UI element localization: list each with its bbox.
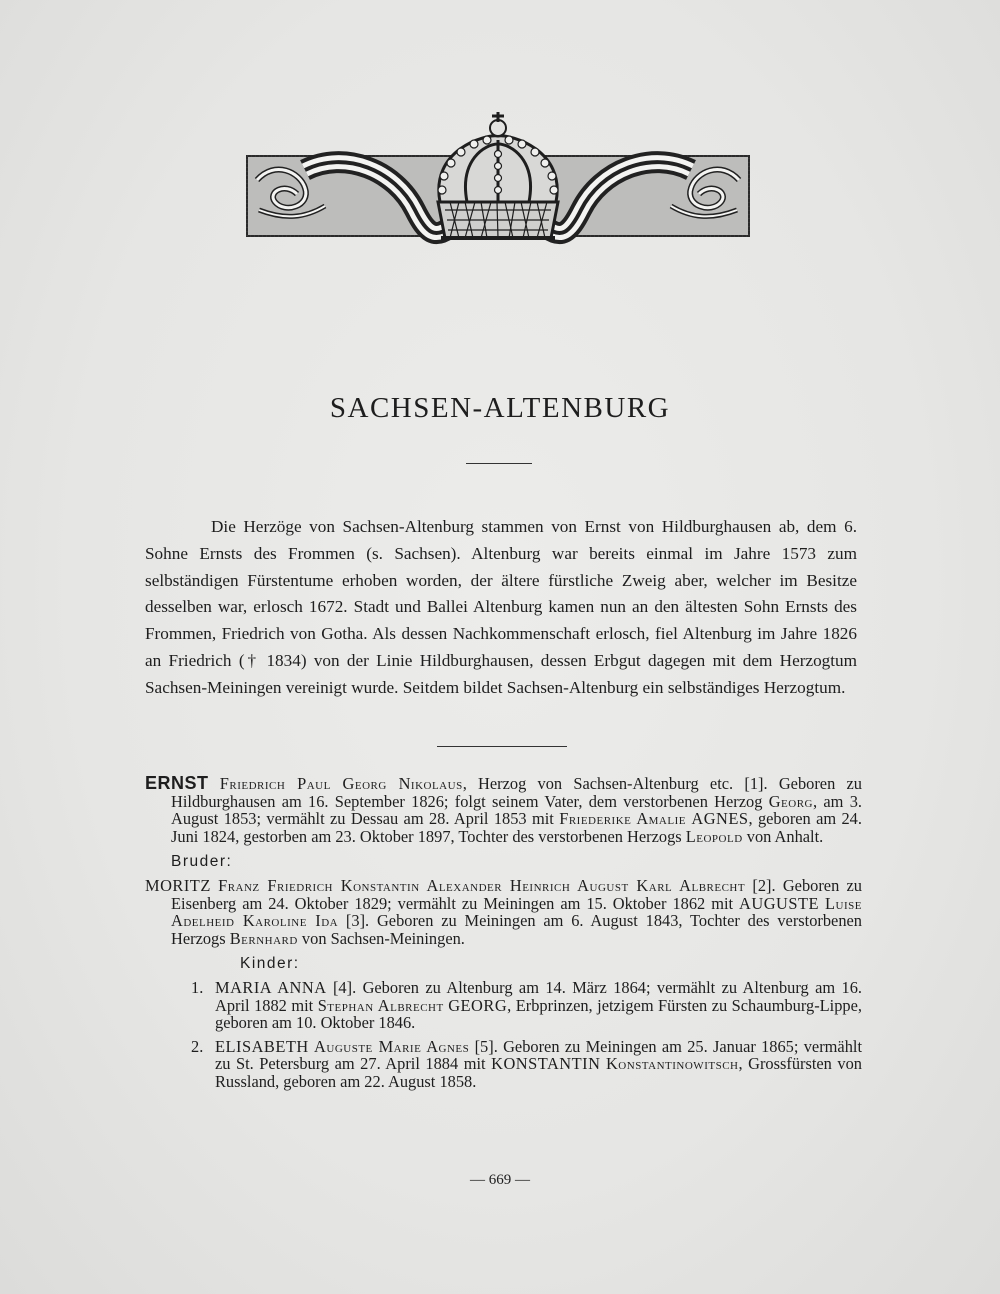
ernst-text-1: , Herzog von Sachsen-Altenburg etc. [1]. Geboren zu Hildburghausen am 16. September 1826; folgt seinem Vater, dem verstorbenen Herzog xyxy=(171,774,862,811)
child-entry-1 xyxy=(145,979,862,1032)
genealogy-entries xyxy=(145,775,862,1095)
child-name: MARIA ANNA xyxy=(215,977,327,997)
moritz-text-3: von Sachsen-Meiningen. xyxy=(297,928,465,948)
child-given-names: Auguste Marie Agnes xyxy=(314,1036,470,1056)
page-title: SACHSEN-ALTENBURG xyxy=(329,392,671,424)
ernst-name: ERNST xyxy=(145,773,209,793)
ernst-wife-given-names: Friederike Amalie xyxy=(559,809,686,829)
ernst-given-names: Friedrich Paul Georg Nikolaus xyxy=(219,774,463,793)
child-text-2: , Grossfürsten von Russland, geboren am 22. August 1858. xyxy=(215,1054,862,1091)
ernst-text-3: , geboren am 24. Juni 1824, gestorben am 23. Oktober 1897, Tochter des verstorbenen Herzogs xyxy=(171,809,862,846)
ernst-text-4: von Anhalt. xyxy=(742,826,824,846)
moritz-given-names: Franz Friedrich Konstantin Alexander Heinrich August Karl Albrecht xyxy=(218,875,746,895)
kinder-label: Kinder: xyxy=(240,955,300,973)
ernst-father-name: Georg xyxy=(768,791,813,811)
entry-ernst xyxy=(145,775,862,845)
moritz-text-1: [2]. Geboren zu Eisenberg am 24. Oktober 1829; vermählt zu Meiningen am 15. Oktober 1862 mit xyxy=(171,875,862,913)
crown-ribbon-vignette-icon xyxy=(245,110,751,250)
child-text-2: , Erbprinzen, jetzigem Fürsten zu Schaumburg-Lippe, geboren am 10. Oktober 1846. xyxy=(215,995,862,1033)
child-text-1: [5]. Geboren zu Meiningen am 25. Januar 1865; vermählt zu St. Petersburg am 27. April 1884 mit xyxy=(215,1036,862,1074)
moritz-wife-father-name: Bernhard xyxy=(229,928,298,948)
child-husband-given-names: Konstantinowitsch xyxy=(605,1054,739,1074)
child-number: 1. xyxy=(191,977,204,997)
bruder-label: Bruder: xyxy=(171,853,233,871)
child-name: ELISABETH xyxy=(215,1036,309,1056)
entry-moritz xyxy=(145,877,862,947)
moritz-wife-given-names: Luise Adelheid Karoline Ida xyxy=(171,893,862,931)
title-divider xyxy=(466,463,532,464)
child-husband-name: GEORG xyxy=(448,995,508,1015)
moritz-name: MORITZ xyxy=(145,875,211,895)
child-number: 2. xyxy=(191,1036,204,1056)
ernst-wife-name: AGNES xyxy=(691,809,749,829)
moritz-wife-name: AUGUSTE xyxy=(739,893,820,913)
moritz-text-2: [3]. Geboren zu Meiningen am 6. August 1843, Tochter des verstorbenen Herzogs xyxy=(171,911,863,948)
child-entry-2 xyxy=(145,1038,862,1091)
ernst-text-2: , am 3. August 1853; vermählt zu Dessau am 28. April 1853 mit xyxy=(171,791,862,829)
child-husband-given-names: Stephan Albrecht xyxy=(317,995,444,1015)
child-husband-name: KONSTANTIN xyxy=(491,1054,601,1074)
section-divider xyxy=(437,746,567,747)
page-number: — 669 — xyxy=(470,1172,530,1188)
ernst-wife-father-name: Leopold xyxy=(685,826,743,846)
child-text-1: [4]. Geboren zu Altenburg am 14. März 1864; vermählt zu Altenburg am 16. April 1882 mit xyxy=(215,977,862,1015)
intro-paragraph: Die Herzöge von Sachsen-Altenburg stammen von Ernst von Hildburghausen ab, dem 6. Sohne Ernsts des Frommen (s. Sachsen). Altenburg war bereits einmal im Jahre 1573 zum selbständigen Fürstentume erhoben worden, der ältere fürstliche Zweig aber, welcher im Besitze desselben war, erlosch 1672. Stadt und Ballei Altenburg kamen nun an den ältesten Sohn Ernsts des Frommen, Friedrich von Gotha. Als dessen Nachkommenschaft erlosch, fiel Altenburg im Jahre 1826 an Friedrich († 1834) von der Linie Hildburghausen, dessen Erbgut dagegen mit dem Herzogtum Sachsen-Meiningen vereinigt wurde. Seitdem bildet Sachsen-Altenburg ein selbständiges Herzogtum. xyxy=(145,517,857,697)
